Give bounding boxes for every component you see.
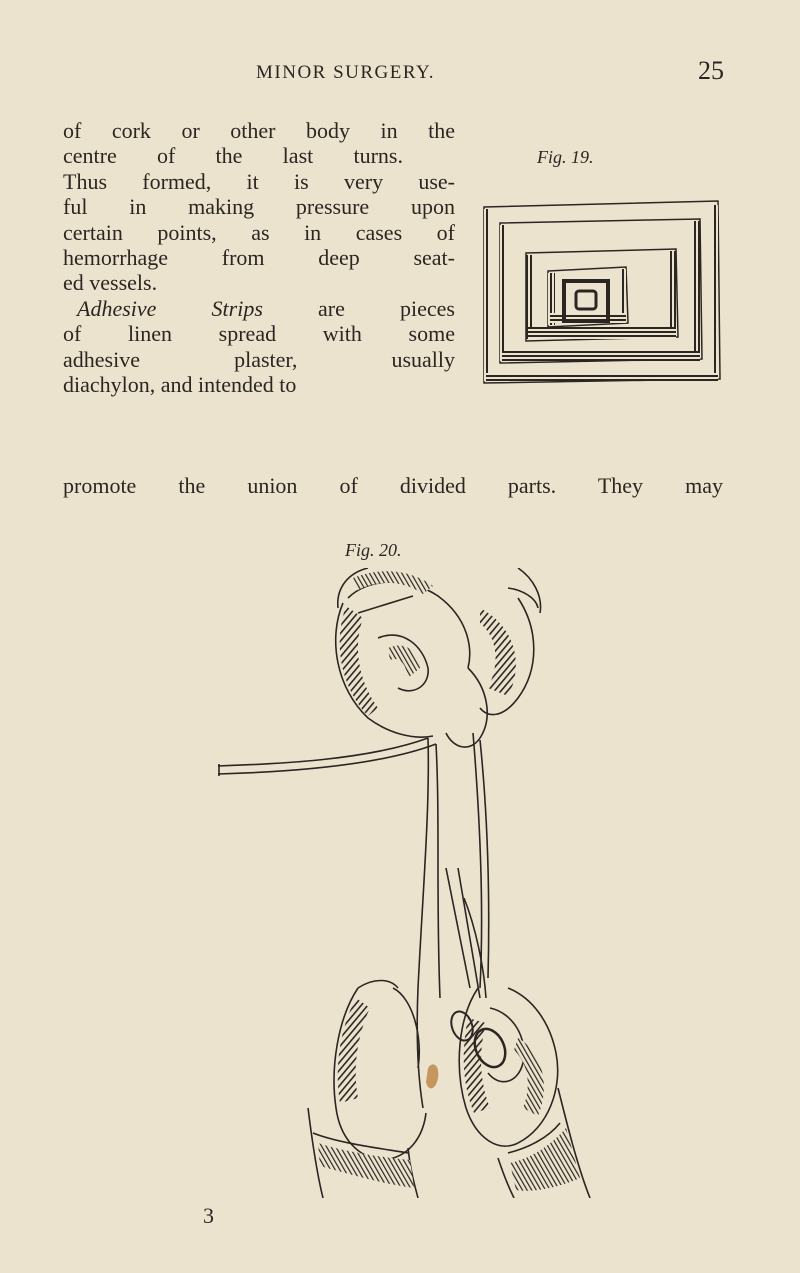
- text-line: diachylon, and intended to: [63, 372, 297, 398]
- text-line: Thus formed, it is very use-: [63, 168, 455, 194]
- text-line: of cork or other body in the: [63, 118, 455, 143]
- page-number: 25: [698, 56, 724, 85]
- text-line: centre of the last turns.: [63, 143, 403, 169]
- running-head: MINOR SURGERY.: [256, 62, 436, 83]
- body-paragraph: [63, 118, 455, 397]
- text-line: ful in making pressure upon: [63, 194, 455, 220]
- fig-19-caption: Fig. 19.: [537, 147, 594, 167]
- text-line: hemorrhage from deep seat-: [63, 245, 455, 271]
- text-line: certain points, as in cases of: [63, 219, 455, 245]
- fig-20-caption: Fig. 20.: [345, 540, 402, 560]
- text-line: of linen spread with some: [63, 321, 455, 347]
- text-line: adhesive plaster, usually: [63, 346, 455, 372]
- fig-20-cutting-adhesive-strip: [218, 568, 618, 1198]
- adhesive-strips-term: Adhesive Strips: [77, 295, 263, 321]
- text-fragment: are pieces: [262, 295, 455, 321]
- text-line: [63, 296, 455, 321]
- fig-19-graduated-compress: [478, 195, 724, 387]
- signature-mark: 3: [203, 1203, 214, 1228]
- text-line-full-width: promote the union of divided parts. They may: [63, 473, 723, 498]
- text-line: ed vessels.: [63, 270, 158, 296]
